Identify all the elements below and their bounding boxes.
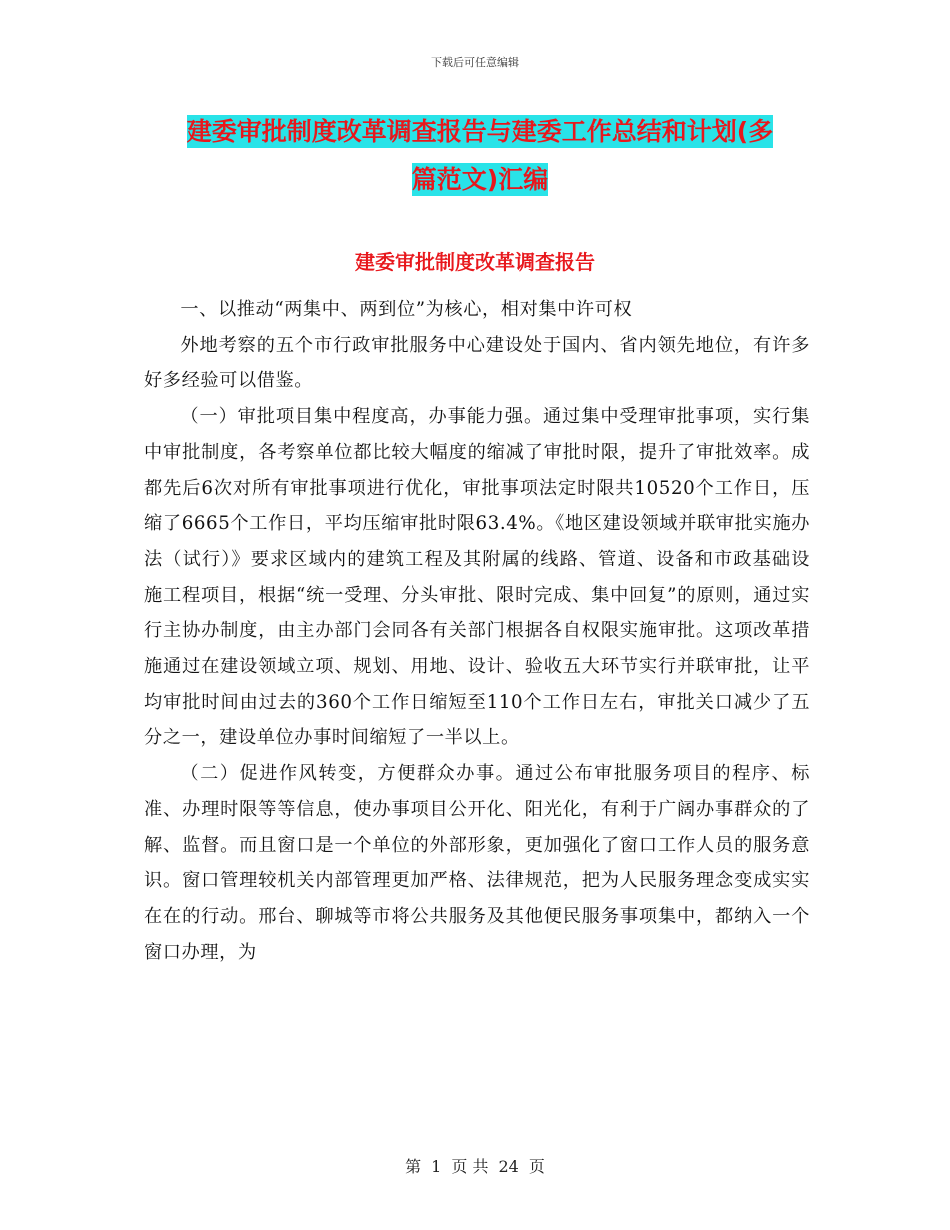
page-footer (0, 1154, 950, 1177)
footer-middle: 页 共 (451, 1157, 489, 1176)
paragraph-item-1: （一）审批项目集中程度高，办事能力强。通过集中受理审批事项，实行集中审批制度，各考察单位都比较大幅度的缩减了审批时限，提升了审批效率。成都先后6次对所有审批事项进行优化，审批事项法定时限共10520个工作日，压缩了6665个工作日，平均压缩审批时限63.4%。《地区建设领域并联审批实施办法（试行）》要求区域内的建筑工程及其附属的线路、管道、设备和市政基础设施工程项目，根据“统一受理、分头审批、限时完成、集中回复”的原则，通过实行主协办制度，由主办部门会同各有关部门根据各自权限实施审批。这项改革措施通过在建设领域立项、规划、用地、设计、验收五大环节实行并联审批，让平均审批时间由过去的360个工作日缩短至110个工作日左右，审批关口减少了五分之一，建设单位办事时间缩短了一半以上。 (144, 406, 810, 749)
paragraph-heading-1: 一、以推动“两集中、两到位”为核心，相对集中许可权 (180, 299, 633, 320)
header-note: 下载后可任意编辑 (431, 56, 519, 69)
footer-prefix: 第 (405, 1157, 422, 1176)
document-title-line2: 篇范文)汇编 (411, 165, 549, 194)
footer-page-number: 1 (431, 1157, 442, 1176)
section-title: 建委审批制度改革调查报告 (355, 250, 595, 274)
body-text (144, 292, 810, 970)
footer-suffix: 页 (528, 1157, 545, 1176)
document-title-line1: 建委审批制度改革调查报告与建委工作总结和计划(多 (186, 117, 774, 146)
paragraph-item-2: （二）促进作风转变，方便群众办事。通过公布审批服务项目的程序、标准、办理时限等等信息，使办事项目公开化、阳光化，有利于广阔办事群众的了解、监督。而且窗口是一个单位的外部形象，更加强化了窗口工作人员的服务意识。窗口管理较机关内部管理更加严格、法律规范，把为人民服务理念变成实实在在的行动。邢台、聊城等市将公共服务及其他便民服务事项集中，都纳入一个窗口办理，为 (144, 763, 810, 963)
paragraph-intro: 外地考察的五个市行政审批服务中心建设处于国内、省内领先地位，有许多好多经验可以借鉴。 (144, 334, 810, 392)
footer-total-pages: 24 (498, 1157, 519, 1176)
document-title (130, 108, 830, 204)
